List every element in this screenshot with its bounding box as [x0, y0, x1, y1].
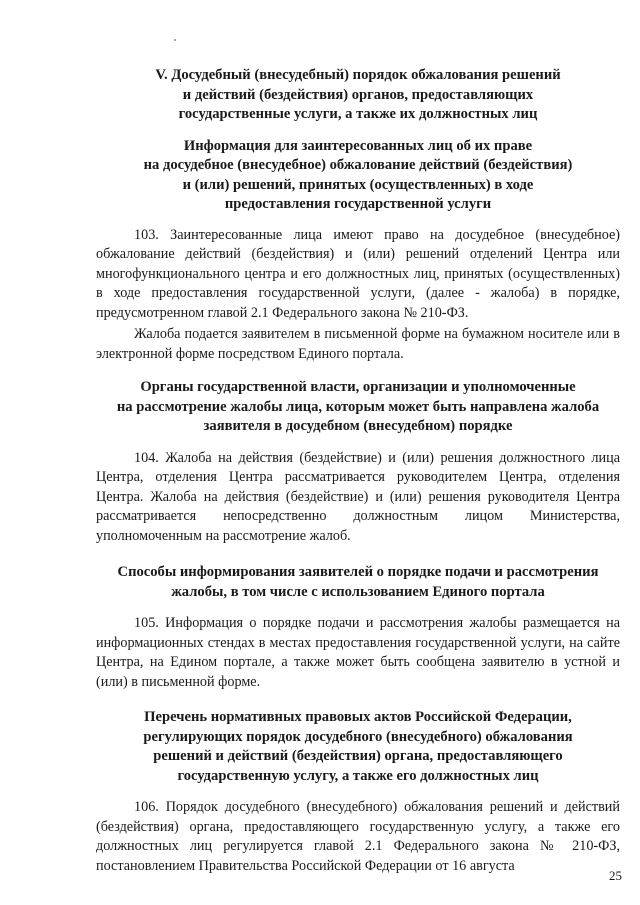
organs-heading-line: Органы государственной власти, организации и уполномоченные	[140, 379, 576, 395]
section-heading	[96, 66, 620, 125]
scan-speck	[174, 39, 176, 41]
page-number: 25	[609, 868, 622, 883]
info-heading-line: предоставления государственной услуги	[224, 196, 492, 212]
section-heading-line: государственные услуги, а также их должностных лиц	[178, 106, 538, 122]
info-heading	[96, 137, 620, 215]
document-body	[96, 66, 620, 876]
organs-heading-line: заявителя в досудебном (внесудебном) порядке	[203, 418, 513, 434]
organs-heading-line: на рассмотрение жалобы лица, которым может быть направлена жалоба	[116, 398, 600, 415]
acts-heading	[96, 708, 620, 786]
info-heading-line: и (или) решений, принятых (осуществленных) в ходе	[182, 176, 534, 193]
paragraph-105: 105. Информация о порядке подачи и рассмотрения жалобы размещается на информационных стендах в местах предоставления государственной услуги, на сайте Центра, на Едином портале, а также может быть сообщена заявителю в устной и (или) в письменной форме.	[96, 615, 620, 690]
methods-heading-line: жалобы, в том числе с использованием Единого портала	[171, 583, 545, 600]
section-heading-line: V. Досудебный (внесудебный) порядок обжалования решений	[155, 67, 561, 83]
paragraph-106: 106. Порядок досудебного (внесудебного) обжалования решений и действий (бездействия) органа, предоставляющего государственную услугу, а также его должностных лиц регулируется главой 2.1 Федерального закона № 210-ФЗ, постановлением Правительства Российской Федерации от 16 августа	[96, 799, 620, 874]
acts-heading-line: решений и действий (бездействия) органа, предоставляющего	[153, 748, 563, 764]
paragraph-103-complaint-form: Жалоба подается заявителем в письменной форме на бумажном носителе или в электронной форме посредством Единого портала.	[96, 326, 620, 362]
acts-heading-line: государственную услугу, а также его должностных лиц	[177, 767, 539, 784]
organs-heading	[96, 378, 620, 437]
info-heading-line: Информация для заинтересованных лиц об их праве	[183, 137, 533, 154]
section-heading-line: и действий (бездействия) органов, предоставляющих	[182, 86, 534, 103]
methods-heading-line: Способы информирования заявителей о порядке подачи и рассмотрения	[117, 564, 599, 580]
acts-heading-line: регулирующих порядок досудебного (внесудебного) обжалования	[143, 728, 573, 745]
methods-heading	[96, 563, 620, 602]
info-heading-line: на досудебное (внесудебное) обжалование действий (бездействия)	[143, 157, 573, 173]
acts-heading-line: Перечень нормативных правовых актов Российской Федерации,	[144, 709, 572, 725]
paragraph-104: 104. Жалоба на действия (бездействие) и (или) решения должностного лица Центра, отделения Центра рассматривается руководителем Центра, отделения Центра. Жалоба на действия (бездействие) и (или) решения руководителя Центра рассматривается непосредственно должностным лицом Министерства, уполномоченным на рассмотрение жалоб.	[96, 449, 620, 544]
paragraph-103: 103. Заинтересованные лица имеют право на досудебное (внесудебное) обжалование действий (бездействия) и (или) решений отделений Центра или многофункционального центра и его должностных лиц, принятых (осуществленных) в ходе предоставления государственной услуги, (далее - жалоба) в порядке, предусмотренном главой 2.1 Федерального закона № 210-ФЗ.	[96, 226, 620, 321]
